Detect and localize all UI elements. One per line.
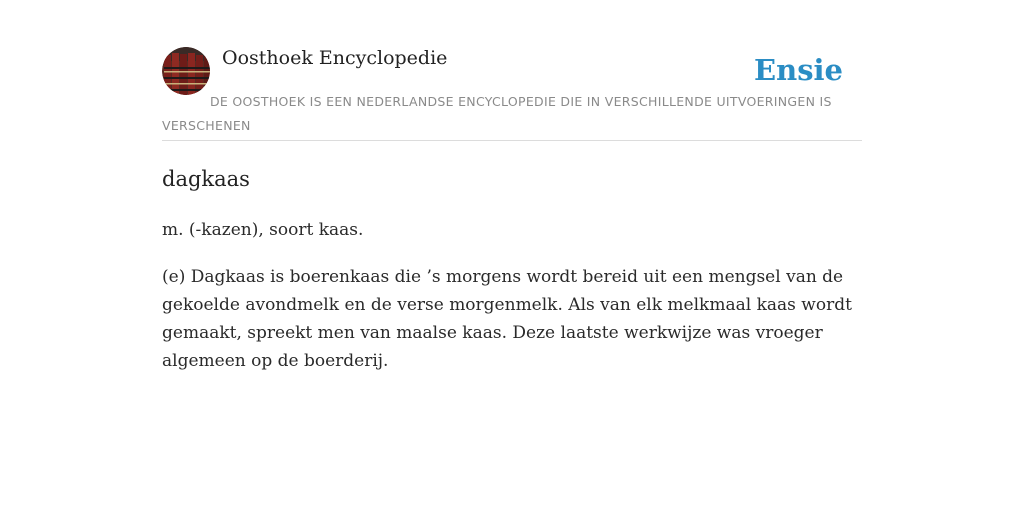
entry-paragraph: m. (-kazen), soort kaas. <box>162 220 364 240</box>
entry-title: dagkaas <box>162 167 250 191</box>
site-title-link[interactable]: Oosthoek Encyclopedie <box>222 47 448 69</box>
site-tagline: DE OOSTHOEK IS EEN NEDERLANDSE ENCYCLOPEDIE DIE IN VERSCHILLENDE UITVOERINGEN IS VERSCHENEN <box>162 94 832 133</box>
ensie-brand-link[interactable]: Ensie <box>754 53 843 87</box>
entry-paragraph: (e) Dagkaas is boerenkaas die ’s morgens wordt bereid uit een mengsel van de gekoelde avondmelk en de verse morgenmelk. Als van elk melkmaal kaas wordt gemaakt, spreekt men van maalse kaas. Deze laatste werkwijze was vroeger algemeen op de boerderij. <box>162 267 852 371</box>
book-spines-avatar-icon[interactable] <box>162 47 210 95</box>
entry-body <box>162 216 862 394</box>
site-header <box>162 46 862 141</box>
